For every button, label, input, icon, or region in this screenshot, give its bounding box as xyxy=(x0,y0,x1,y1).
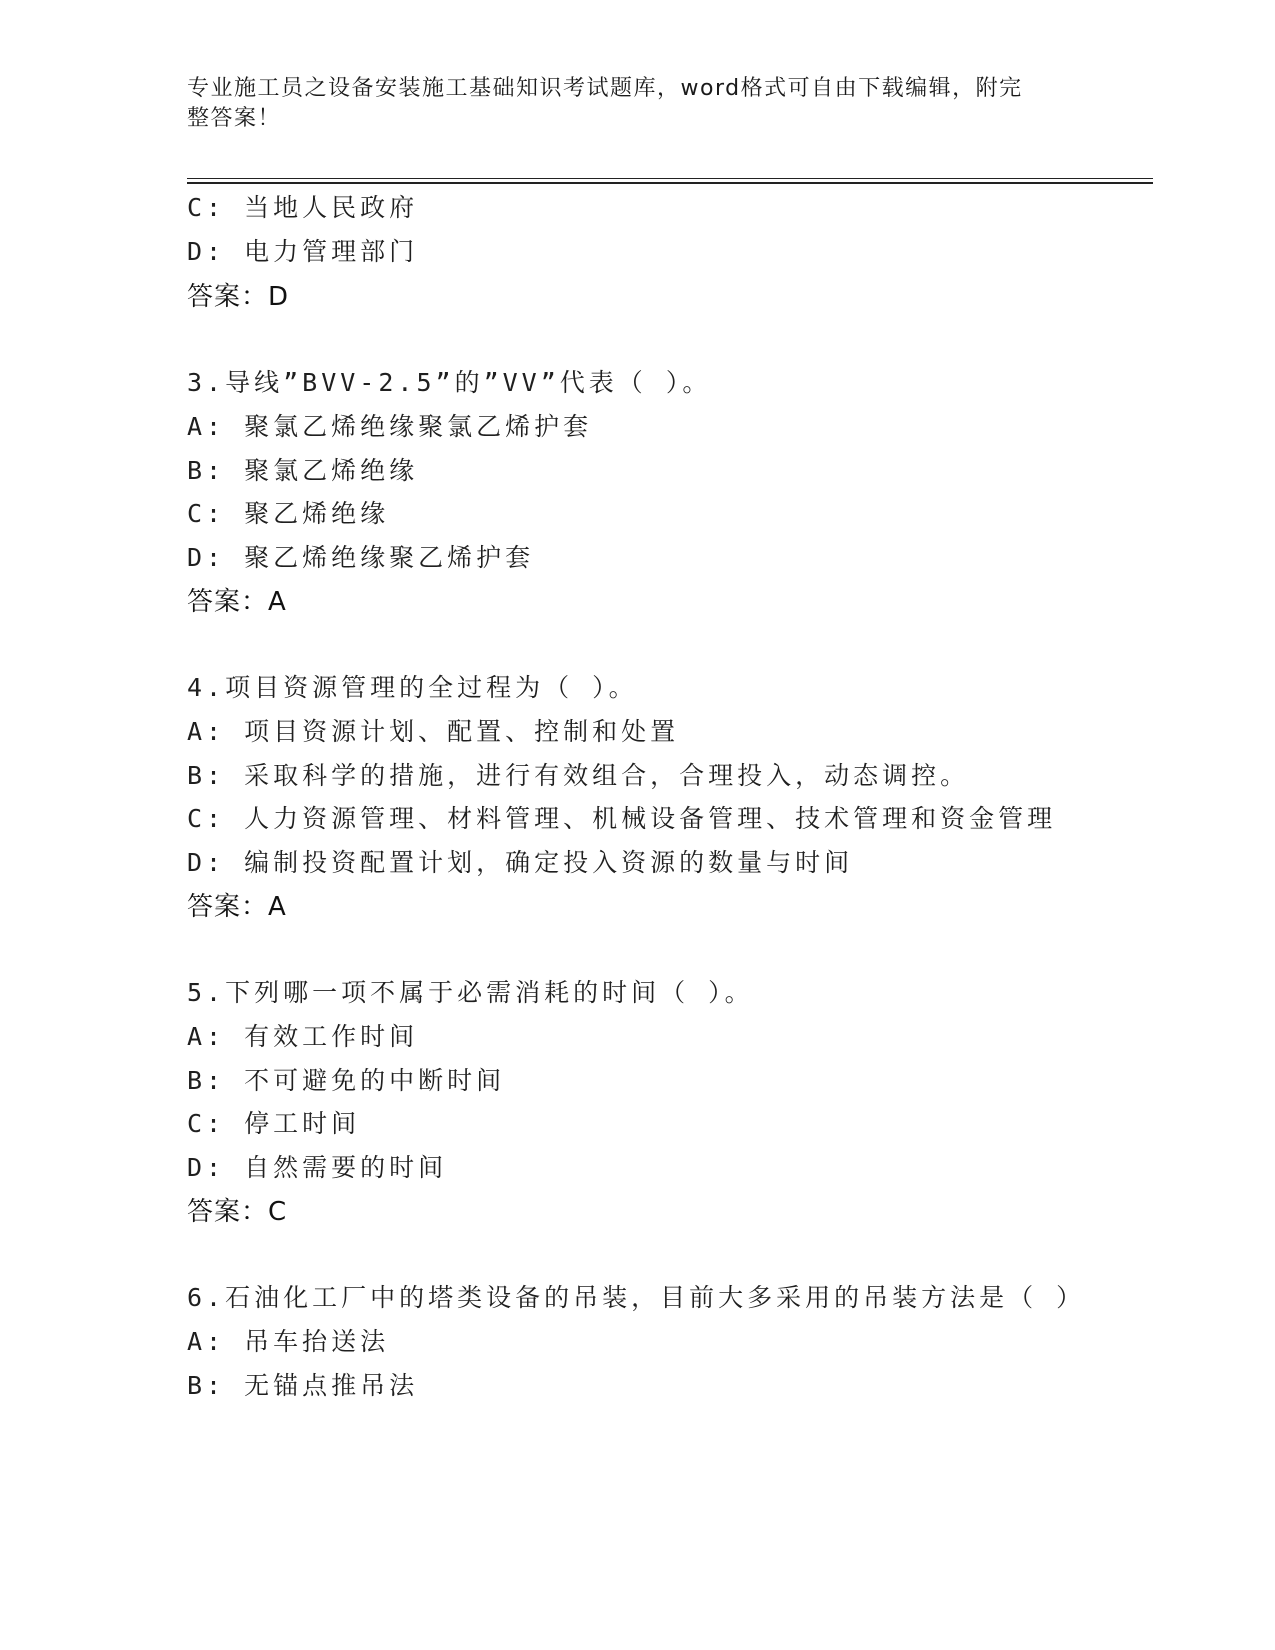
option-a: A: 吊车抬送法 xyxy=(187,1327,390,1356)
header-line-1: 专业施工员之设备安装施工基础知识考试题库，word格式可自由下载编辑，附完 xyxy=(187,76,1023,101)
header-line-2: 整答案！ xyxy=(187,106,282,131)
option-d: D: 电力管理部门 xyxy=(187,237,419,266)
option-b: B: 采取科学的措施，进行有效组合，合理投入，动态调控。 xyxy=(187,761,970,790)
option-d: D: 编制投资配置计划，确定投入资源的数量与时间 xyxy=(187,848,854,877)
option-b: B: 聚氯乙烯绝缘 xyxy=(187,456,419,485)
header-divider-thin xyxy=(187,178,1153,179)
option-a: A: 有效工作时间 xyxy=(187,1022,419,1051)
option-c: C: 人力资源管理、材料管理、机械设备管理、技术管理和资金管理 xyxy=(187,804,1057,833)
option-c: C: 当地人民政府 xyxy=(187,193,419,222)
option-a: A: 项目资源计划、配置、控制和处置 xyxy=(187,717,680,746)
question-stem: 6.石油化工厂中的塔类设备的吊装，目前大多采用的吊装方法是（ ） xyxy=(187,1283,1086,1312)
document-header xyxy=(187,74,1087,134)
option-b: B: 不可避免的中断时间 xyxy=(187,1066,506,1095)
option-a: A: 聚氯乙烯绝缘聚氯乙烯护套 xyxy=(187,412,593,441)
option-d: D: 聚乙烯绝缘聚乙烯护套 xyxy=(187,543,535,572)
header-divider-thick xyxy=(187,182,1153,184)
option-b: B: 无锚点推吊法 xyxy=(187,1371,419,1400)
question-stem: 5.下列哪一项不属于必需消耗的时间（ ）。 xyxy=(187,978,754,1007)
question-stem: 3.导线”BVV-2.5”的”VV”代表（ ）。 xyxy=(187,368,712,397)
question-stem: 4.项目资源管理的全过程为（ ）。 xyxy=(187,673,638,702)
option-c: C: 停工时间 xyxy=(187,1109,361,1138)
option-d: D: 自然需要的时间 xyxy=(187,1153,448,1182)
answer-line: 答案：A xyxy=(187,892,287,922)
answer-line: 答案：D xyxy=(187,282,290,312)
answer-line: 答案：A xyxy=(187,587,287,617)
answer-line: 答案：C xyxy=(187,1197,288,1227)
option-c: C: 聚乙烯绝缘 xyxy=(187,499,390,528)
